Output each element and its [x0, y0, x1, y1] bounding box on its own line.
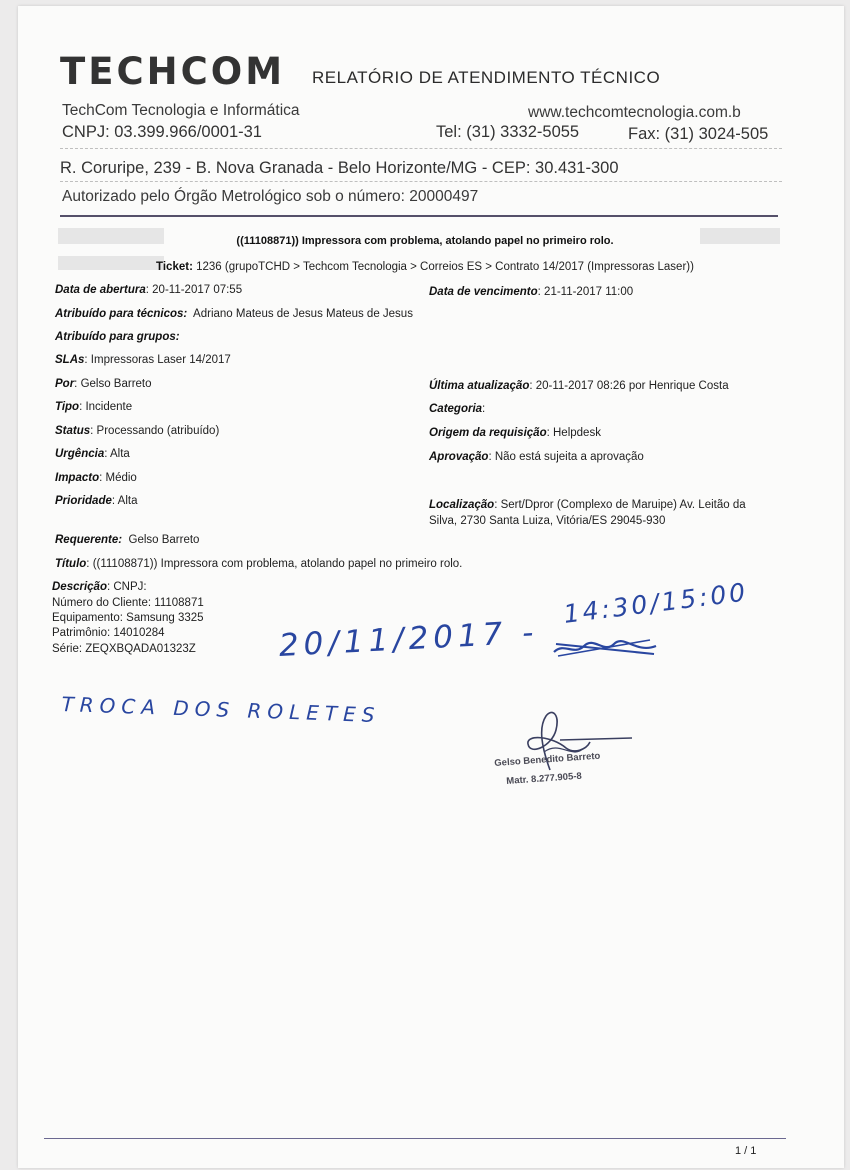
field-status: Status: Processando (atribuído)	[55, 425, 220, 437]
field-por: Por: Gelso Barreto	[55, 378, 152, 390]
field-categoria: Categoria:	[429, 403, 486, 415]
footer-rule	[44, 1138, 786, 1139]
descricao-line: Número do Cliente: 11108871	[52, 597, 204, 609]
field-aprovacao: Aprovação: Não está sujeita a aprovação	[429, 451, 644, 463]
field-urgencia: Urgência: Alta	[55, 448, 130, 460]
crossed-out-scribble	[550, 632, 662, 662]
authorization-number: Autorizado pelo Órgão Metrológico sob o número: 20000497	[62, 188, 479, 205]
field-impacto: Impacto: Médio	[55, 472, 137, 484]
field-grupos: Atribuído para grupos:	[55, 331, 180, 343]
handwritten-date: 20/11/2017 -	[278, 614, 540, 664]
field-localizacao: Localização: Sert/Dpror (Complexo de Maruipe) Av. Leitão da	[429, 499, 746, 511]
field-localizacao-line2: Silva, 2730 Santa Luiza, Vitória/ES 29045-930	[429, 515, 666, 527]
field-ultima-atualizacao: Última atualização: 20-11-2017 08:26 por Henrique Costa	[429, 380, 729, 392]
descricao-line: Série: ZEQXBQADA01323Z	[52, 643, 196, 655]
field-origem: Origem da requisição: Helpdesk	[429, 427, 601, 439]
field-descricao: Descrição: CNPJ:	[52, 581, 147, 593]
field-tecnicos: Atribuído para técnicos: Adriano Mateus de Jesus Mateus de Jesus	[55, 308, 413, 320]
field-requerente: Requerente: Gelso Barreto	[55, 534, 200, 546]
company-website: www.techcomtecnologia.com.b	[528, 104, 741, 121]
ticket-value: 1236 (grupoTCHD > Techcom Tecnologia > Correios ES > Contrato 14/2017 (Impressoras Laser))	[196, 261, 694, 273]
stamp-matr: Matr. 8.277.905-8	[506, 770, 583, 787]
ticket-title: ((11108871)) Impressora com problema, atolando papel no primeiro rolo.	[236, 235, 614, 247]
header-divider	[60, 148, 782, 149]
header-rule	[60, 215, 778, 217]
ticket-line	[0, 261, 850, 273]
company-cnpj: CNPJ: 03.399.966/0001-31	[62, 123, 262, 141]
company-name: TechCom Tecnologia e Informática	[62, 102, 300, 119]
document-title: RELATÓRIO DE ATENDIMENTO TÉCNICO	[312, 68, 661, 87]
signature	[500, 700, 640, 780]
field-slas: SLAs: Impressoras Laser 14/2017	[55, 354, 231, 366]
descricao-line: Patrimônio: 14010284	[52, 627, 165, 639]
field-titulo: Título: ((11108871)) Impressora com problema, atolando papel no primeiro rolo.	[55, 558, 463, 570]
header-divider	[60, 181, 782, 182]
field-tipo: Tipo: Incidente	[55, 401, 133, 413]
page-number: 1 / 1	[735, 1145, 757, 1157]
company-logo: TECHCOM	[60, 50, 286, 93]
company-fax: Fax: (31) 3024-505	[628, 125, 769, 143]
company-tel: Tel: (31) 3332-5055	[436, 123, 580, 141]
field-prioridade: Prioridade: Alta	[55, 495, 138, 507]
descricao-line: Equipamento: Samsung 3325	[52, 612, 204, 624]
company-address: R. Coruripe, 239 - B. Nova Granada - Belo Horizonte/MG - CEP: 30.431-300	[60, 159, 619, 177]
handwritten-time: 14:30/15:00	[562, 577, 750, 629]
handwritten-note: TROCA DOS ROLETES	[61, 692, 381, 728]
stamp-name: Gelso Benedito Barreto	[494, 750, 601, 769]
ticket-label: Ticket:	[156, 261, 193, 273]
field-data-vencimento: Data de vencimento: 21-11-2017 11:00	[429, 286, 634, 298]
field-data-abertura: Data de abertura: 20-11-2017 07:55	[55, 284, 243, 296]
